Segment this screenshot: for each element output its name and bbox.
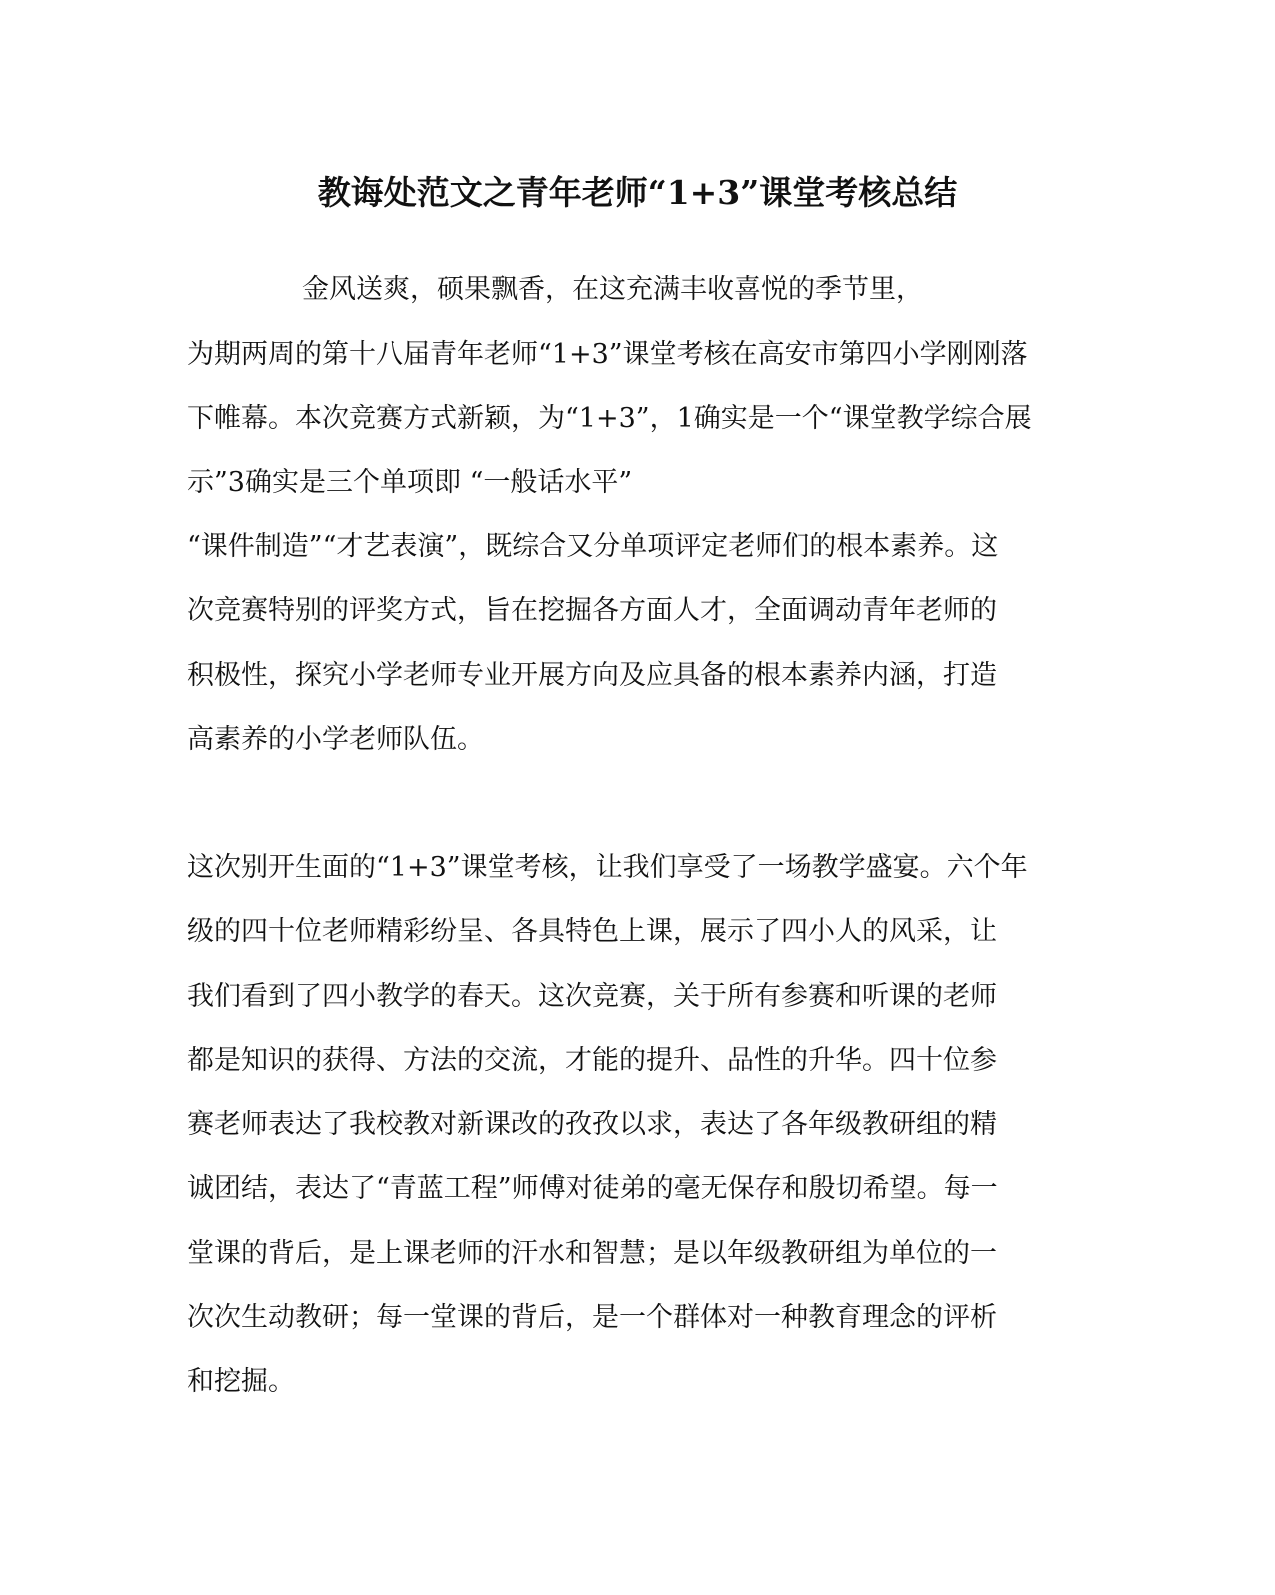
paragraph-2-line-7: 堂课的背后，是上课老师的汗水和智慧；是以年级教研组为单位的一 <box>187 1238 997 1269</box>
paragraph-1-line-1: 金风送爽，硕果飘香，在这充满丰收喜悦的季节里， <box>302 274 923 305</box>
paragraph-1-line-3: 下帷幕。本次竞赛方式新颖，为“1+3”，1确实是一个“课堂教学综合展 <box>187 403 1032 434</box>
paragraph-2-line-2: 级的四十位老师精彩纷呈、各具特色上课，展示了四小人的风采，让 <box>187 916 997 947</box>
paragraph-2-line-9: 和挖掘。 <box>187 1366 295 1397</box>
paragraph-1-line-4: 示”3确实是三个单项即 “一般话水平” <box>187 467 633 498</box>
paragraph-1-line-6: 次竞赛特别的评奖方式，旨在挖掘各方面人才，全面调动青年老师的 <box>187 595 997 626</box>
document-title: 教诲处范文之青年老师“1+3”课堂考核总结 <box>317 173 958 212</box>
paragraph-2-line-6: 诚团结，表达了“青蓝工程”师傅对徒弟的毫无保存和殷切希望。每一 <box>187 1173 998 1204</box>
paragraph-2-line-4: 都是知识的获得、方法的交流，才能的提升、品性的升华。四十位参 <box>187 1045 997 1076</box>
paragraph-2-line-8: 次次生动教研；每一堂课的背后，是一个群体对一种教育理念的评析 <box>187 1302 997 1333</box>
paragraph-1-line-7: 积极性，探究小学老师专业开展方向及应具备的根本素养内涵，打造 <box>187 660 997 691</box>
paragraph-1-line-2: 为期两周的第十八届青年老师“1+3”课堂考核在高安市第四小学刚刚落 <box>187 339 1028 370</box>
paragraph-2-line-3: 我们看到了四小教学的春天。这次竞赛，关于所有参赛和听课的老师 <box>187 981 997 1012</box>
paragraph-1-line-8: 高素养的小学老师队伍。 <box>187 724 484 755</box>
paragraph-2-line-1: 这次别开生面的“1+3”课堂考核，让我们享受了一场教学盛宴。六个年 <box>187 852 1028 883</box>
paragraph-2-line-5: 赛老师表达了我校教对新课改的孜孜以求，表达了各年级教研组的精 <box>187 1109 997 1140</box>
paragraph-1-line-5: “课件制造”“才艺表演”，既综合又分单项评定老师们的根本素养。这 <box>187 531 999 562</box>
